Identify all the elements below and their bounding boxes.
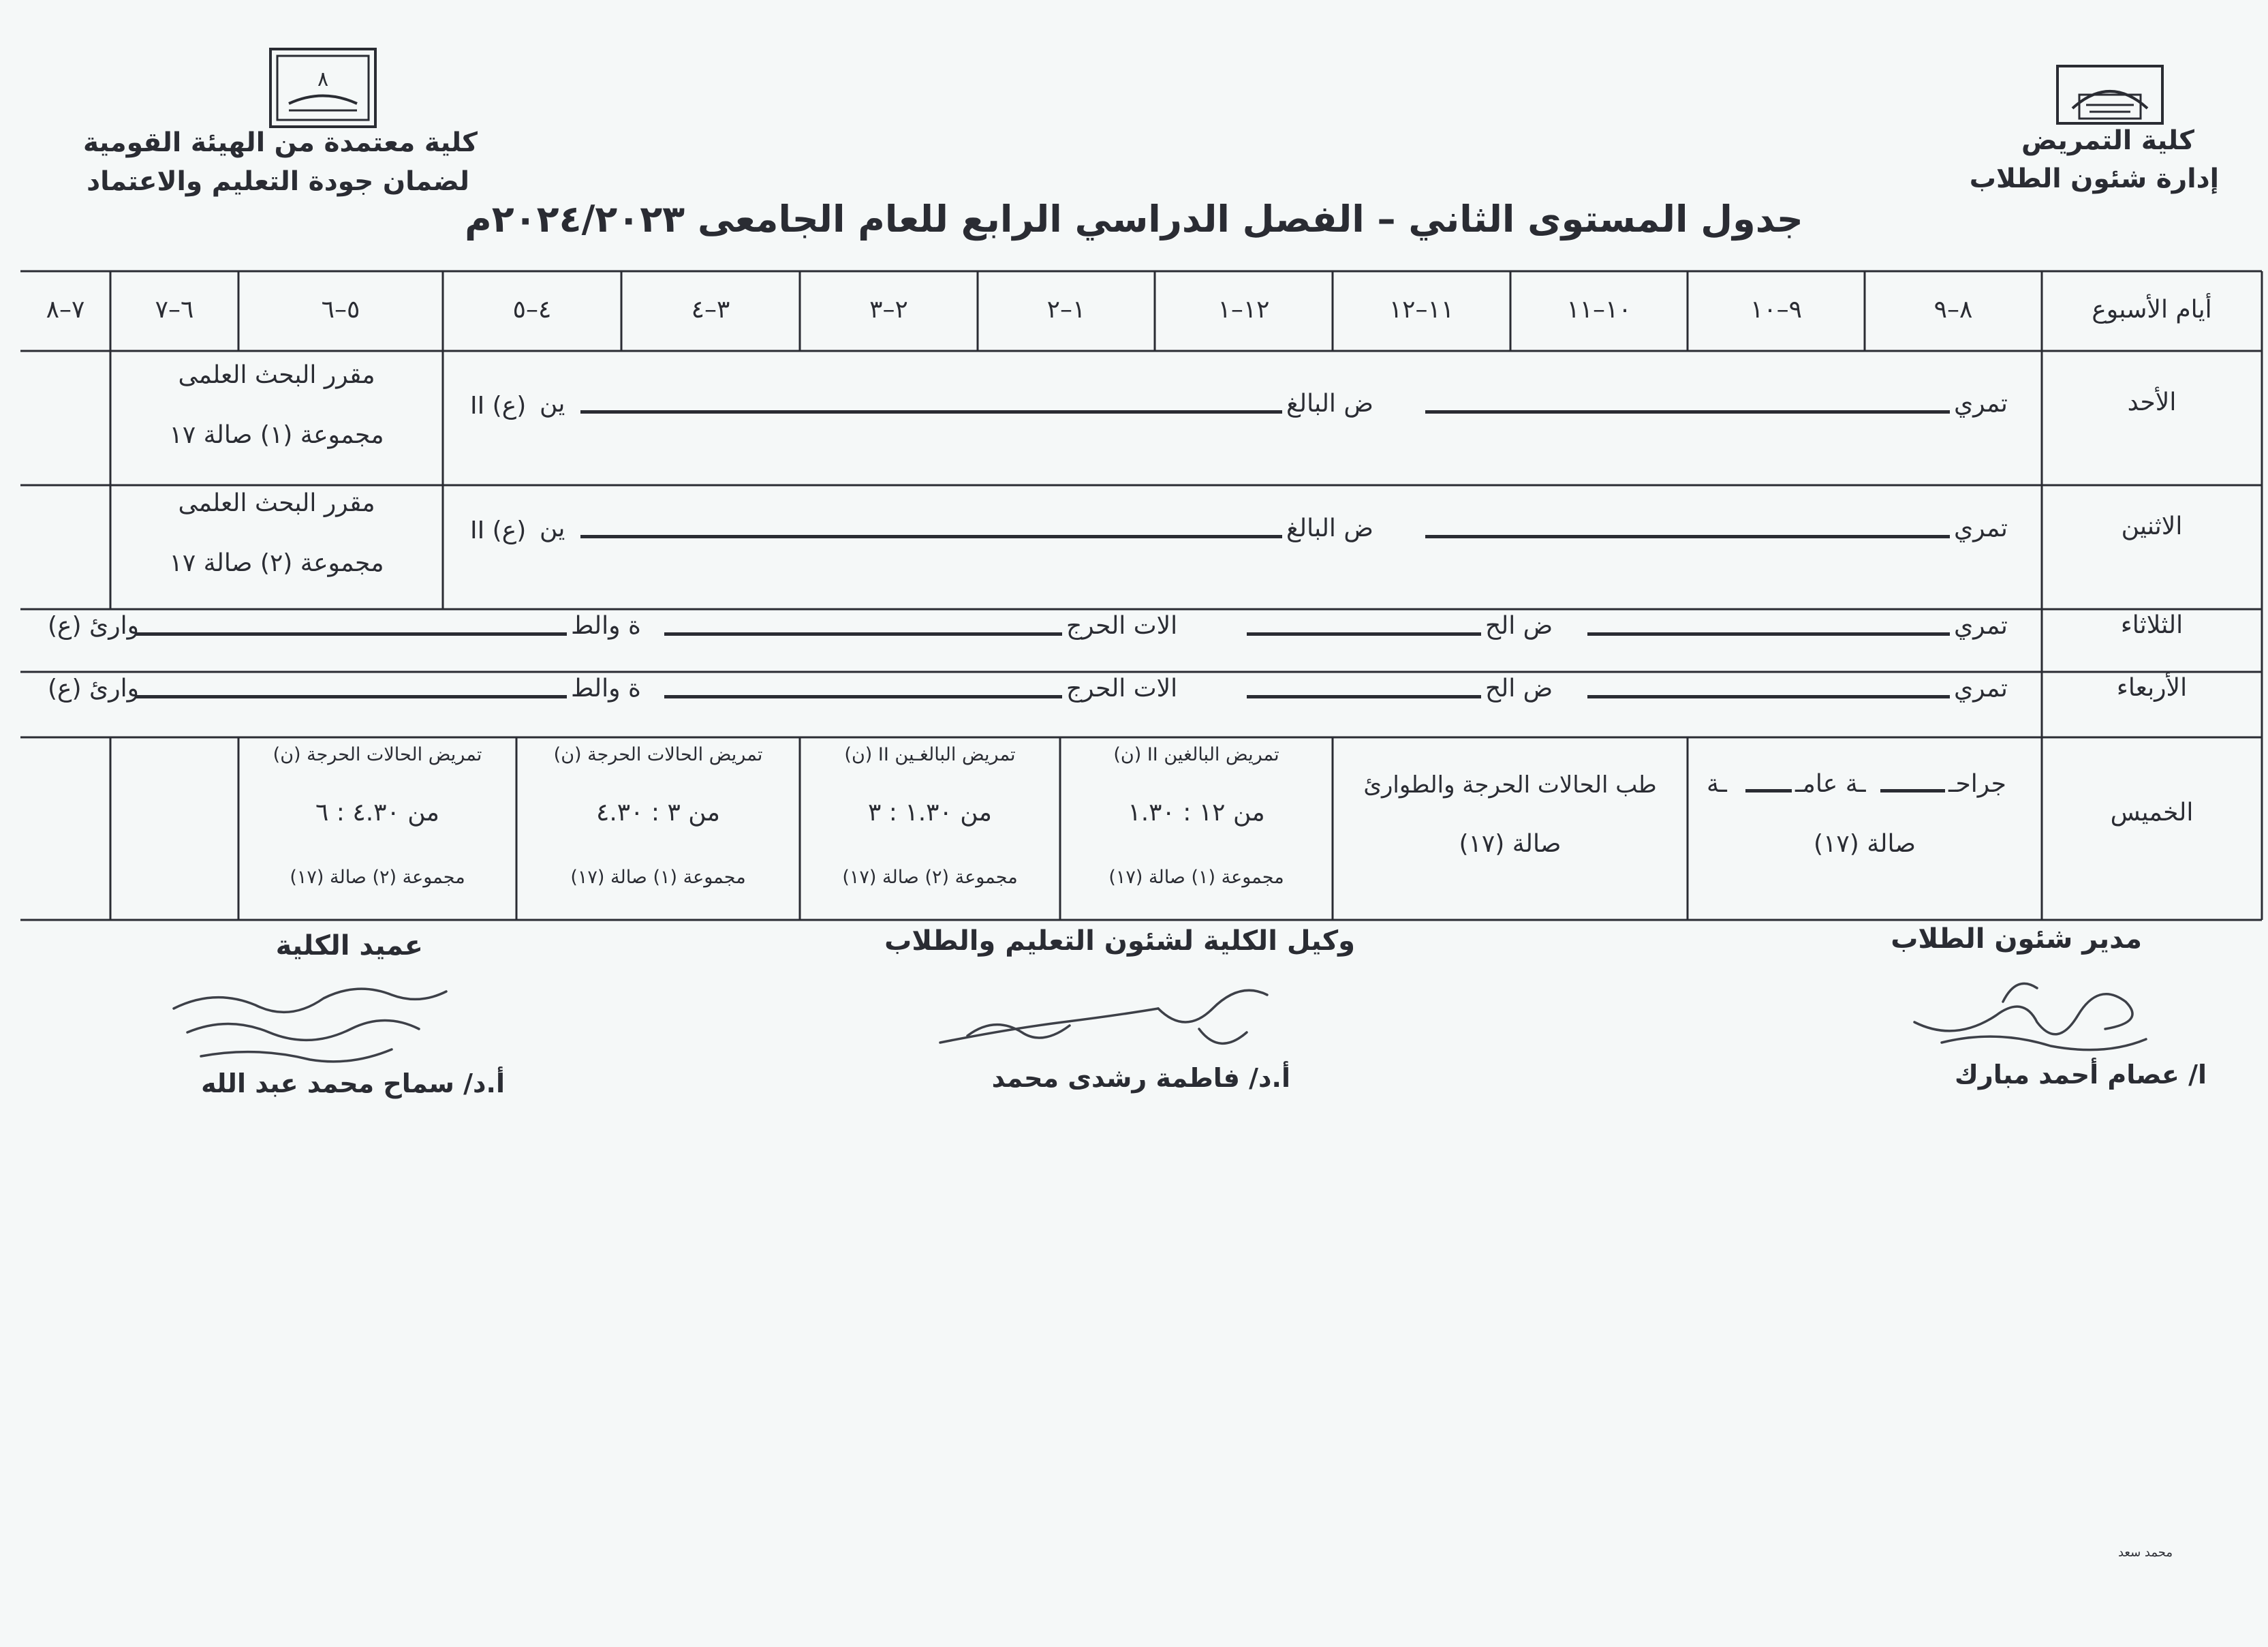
time-slot-header: ١٢–١ <box>1217 296 1270 324</box>
time-slot-header: ٨–٩ <box>1933 296 1973 324</box>
thursday-surgery-room: صالة (١٧) <box>1813 830 1916 858</box>
sunday-course-part3: ين <box>540 390 565 418</box>
accreditation-line1: كلية معتمدة من الهيئة القومية <box>82 127 478 158</box>
signature-name-dean: أ.د/ سماح محمد عبد الله <box>201 1068 505 1098</box>
time-slot-header: ٦–٧ <box>155 296 194 324</box>
sunday-course-part1: تمري <box>1954 390 2008 418</box>
thursday-surgery-stretch <box>1880 789 1945 792</box>
student-affairs-dept: إدارة شئون الطلاب <box>1969 164 2219 194</box>
monday-stretch-line <box>1425 535 1950 538</box>
sunday-research-group: مجموعة (١) صالة ١٧ <box>169 421 384 449</box>
thursday-slot2-title: تمريض البالغـين II (ن) <box>844 744 1016 765</box>
handwritten-signature-left <box>160 968 473 1070</box>
monday-course-part2: ض البالغ <box>1286 514 1373 542</box>
day-tuesday: الثلاثاء <box>2120 611 2184 639</box>
days-column-header: أيام الأسبوع <box>2092 296 2212 324</box>
time-slot-header: ٢–٣ <box>869 296 908 324</box>
monday-course-suffix: (ع) II <box>470 517 527 544</box>
day-monday: الاثنين <box>2121 512 2183 540</box>
sunday-course-suffix: (ع) II <box>470 392 527 420</box>
wednesday-stretch-line <box>664 695 1062 698</box>
signature-title-dean: عميد الكلية <box>275 930 423 961</box>
tuesday-stretch-line <box>664 632 1062 636</box>
sunday-course-part2: ض البالغ <box>1286 390 1373 418</box>
tuesday-course-part4: ة والط <box>571 612 641 640</box>
day-sunday: الأحد <box>2127 388 2177 416</box>
accreditation-line2: لضمان جودة التعليم والاعتماد <box>87 166 469 197</box>
faculty-name: كلية التمريض <box>2021 125 2194 156</box>
tuesday-stretch-line <box>136 632 567 636</box>
thursday-slot2-group: مجموعة (٢) صالة (١٧) <box>842 867 1018 888</box>
thursday-slot4-group: مجموعة (٢) صالة (١٧) <box>290 867 465 888</box>
wednesday-course-part2: ض الح <box>1485 675 1553 703</box>
thursday-slot1-time: من ١٢ : ١.٣٠ <box>1128 799 1265 827</box>
thursday-slot1-group: مجموعة (١) صالة (١٧) <box>1108 867 1284 888</box>
time-slot-header: ٥–٦ <box>321 296 360 324</box>
svg-text:٨: ٨ <box>317 67 329 91</box>
monday-course-part1: تمري <box>1954 514 2008 542</box>
thursday-slot4-title: تمريض الحالات الحرجة (ن) <box>273 744 482 765</box>
thursday-slot3-group: مجموعة (١) صالة (١٧) <box>570 867 746 888</box>
day-thursday: الخميس <box>2110 799 2194 827</box>
tuesday-course-part1: تمري <box>1954 612 2008 640</box>
tuesday-stretch-line <box>1587 632 1950 636</box>
wednesday-course-part3: الات الحرج <box>1066 675 1178 703</box>
signature-name-student-affairs: ا/ عصام أحمد مبارك <box>1955 1060 2207 1090</box>
sunday-stretch-line <box>580 410 1282 414</box>
time-slot-header: ١١–١٢ <box>1388 296 1455 324</box>
time-slot-header: ١–٢ <box>1046 296 1086 324</box>
handwritten-signature-right <box>1901 961 2160 1056</box>
signature-title-student-affairs: مدير شئون الطلاب <box>1891 923 2142 955</box>
handwritten-signature-middle <box>927 968 1281 1063</box>
thursday-surgery-part-c: ـة <box>1707 770 1727 798</box>
signature-title-vice-dean: وكيل الكلية لشئون التعليم والطلاب <box>884 925 1355 957</box>
monday-course-part3: ين <box>540 514 565 542</box>
monday-research-group: مجموعة (٢) صالة ١٧ <box>169 549 384 577</box>
monday-research-title: مقرر البحث العلمى <box>178 489 375 517</box>
thursday-slot3-title: تمريض الحالات الحرجة (ن) <box>553 744 763 765</box>
thursday-slot4-time: من ٤.٣٠ : ٦ <box>315 799 439 827</box>
thursday-surgery-part-b: ـة عامـ <box>1795 770 1866 798</box>
time-slot-header: ١٠–١١ <box>1566 296 1632 324</box>
thursday-slot2-time: من ١.٣٠ : ٣ <box>868 799 992 827</box>
signature-name-vice-dean: أ.د/ فاطمة رشدى محمد <box>991 1063 1290 1093</box>
schedule-title: جدول المستوى الثاني – الفصل الدراسي الرابع للعام الجامعى ٢٠٢٤/٢٠٢٣م <box>465 198 1803 241</box>
wednesday-stretch-line <box>136 695 567 698</box>
thursday-critical-med: طب الحالات الحرجة والطوارئ <box>1363 771 1657 799</box>
wednesday-course-part4: ة والط <box>571 675 641 703</box>
tuesday-stretch-line <box>1247 632 1481 636</box>
tuesday-course-part2: ض الح <box>1485 612 1553 640</box>
day-wednesday: الأربعاء <box>2116 674 2188 702</box>
time-slot-header: ٣–٤ <box>691 296 730 324</box>
wednesday-course-part5: وارئ (ع) <box>48 675 139 703</box>
monday-stretch-line <box>580 535 1282 538</box>
time-slot-header: ٧–٨ <box>46 296 85 324</box>
time-slot-header: ٤–٥ <box>512 296 552 324</box>
wednesday-stretch-line <box>1247 695 1481 698</box>
thursday-slot1-title: تمريض البالغين II (ن) <box>1113 744 1279 765</box>
thursday-surgery-stretch <box>1745 789 1792 792</box>
tuesday-course-part3: الات الحرج <box>1066 612 1178 640</box>
wednesday-stretch-line <box>1587 695 1950 698</box>
wednesday-course-part1: تمري <box>1954 675 2008 703</box>
sunday-stretch-line <box>1425 410 1950 414</box>
footnote-author: محمد سعد <box>2117 1545 2173 1560</box>
thursday-critical-med-room: صالة (١٧) <box>1459 830 1562 858</box>
thursday-surgery-part-a: جراحـ <box>1948 770 2006 798</box>
time-slot-header: ٩–١٠ <box>1750 296 1802 324</box>
thursday-slot3-time: من ٣ : ٤.٣٠ <box>596 799 720 827</box>
tuesday-course-part5: وارئ (ع) <box>48 612 139 640</box>
sunday-research-title: مقرر البحث العلمى <box>178 361 375 389</box>
